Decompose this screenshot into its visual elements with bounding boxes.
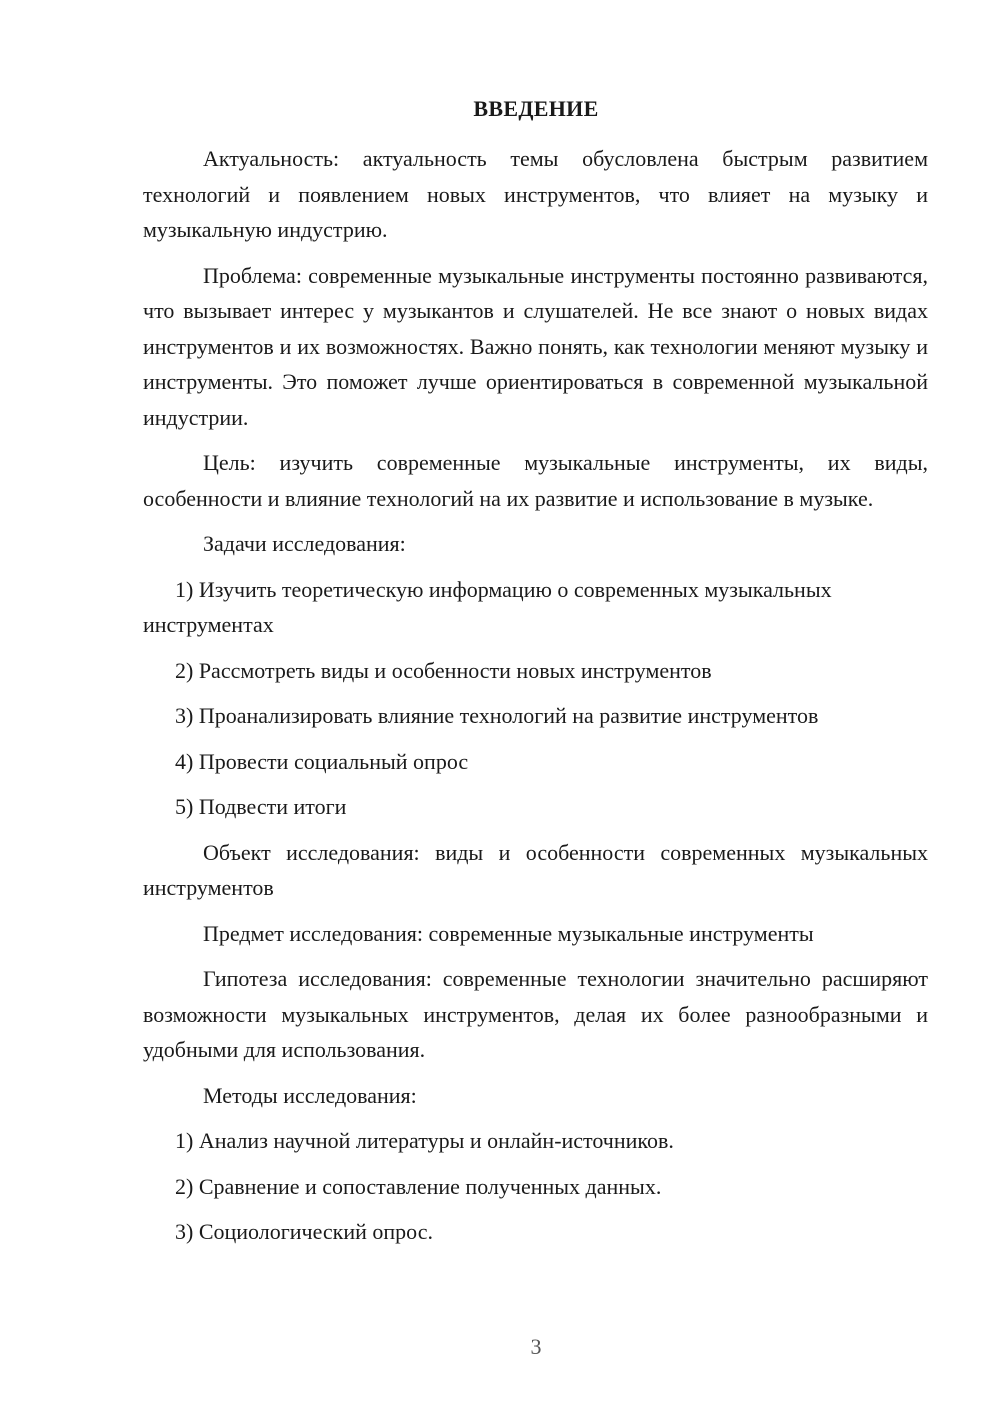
problem-paragraph: Проблема: современные музыкальные инструменты постоянно развиваются, что вызывает интерес у музыкантов и слушателей. Не все знают о новых видах инструментов и их возможностях. Важно понять, как технологии меняют музыку и инструменты. Это поможет лучше ориентироваться в современной музыкальной индустрии. [143,262,928,430]
methods-heading: Методы исследования: [203,1082,417,1108]
method-item-3: 3) Социологический опрос. [175,1219,433,1244]
subject-paragraph: Предмет исследования: современные музыкальные инструменты [203,920,814,946]
task-item-4: 4) Провести социальный опрос [175,748,469,774]
task-item-1: 1) Изучить теоретическую информацию о современных музыкальных инструментах [143,576,832,637]
task-item-5: 5) Подвести итоги [175,794,347,819]
method-item-1: 1) Анализ научной литературы и онлайн-источников. [175,1128,674,1153]
task-item-3: 3) Проанализировать влияние технологий на развитие инструментов [175,703,819,728]
relevance-paragraph: Актуальность: актуальность темы обусловлена быстрым развитием технологий и появлением новых инструментов, что влияет на музыку и музыкальную индустрию. [143,146,928,242]
task-item-2: 2) Рассмотреть виды и особенности новых инструментов [175,657,712,683]
goal-paragraph: Цель: изучить современные музыкальные инструменты, их виды, особенности и влияние технологий на их развитие и использование в музыке. [143,450,928,511]
document-body [143,141,928,1260]
hypothesis-paragraph: Гипотеза исследования: современные технологии значительно расширяют возможности музыкальных инструментов, делая их более разнообразными и удобными для использования. [143,966,928,1062]
page-title: ВВЕДЕНИЕ [473,96,599,121]
tasks-heading: Задачи исследования: [203,531,406,556]
method-item-2: 2) Сравнение и сопоставление полученных данных. [175,1173,662,1199]
object-paragraph: Объект исследования: виды и особенности современных музыкальных инструментов [143,839,928,900]
page-number: 3 [530,1334,542,1359]
